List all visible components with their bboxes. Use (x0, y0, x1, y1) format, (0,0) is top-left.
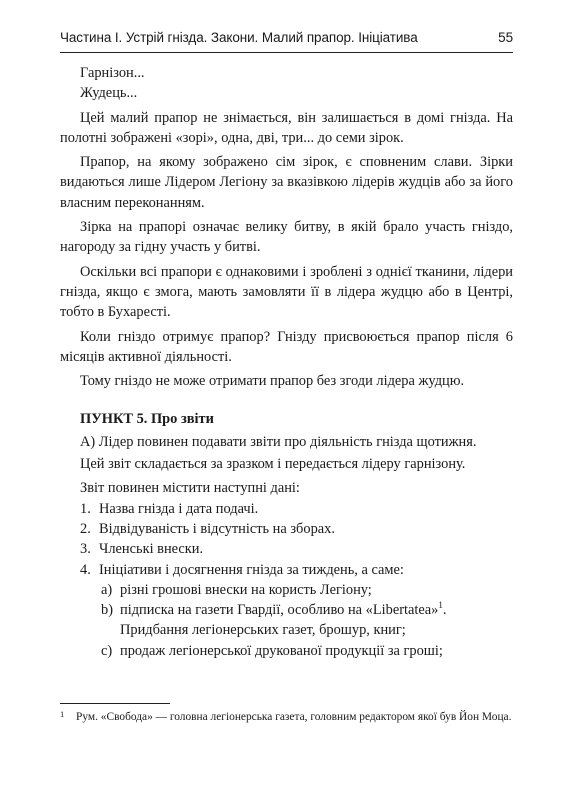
sub-list-letter: а) (101, 581, 113, 598)
footnote-text: Рум. «Свобода» — головна легіонерська газета, головним редактором якої був Йон Моца. (76, 711, 512, 723)
sub-list-item (60, 600, 513, 641)
report-subitems-list (60, 580, 513, 661)
sub-list-item (60, 580, 513, 600)
header-rule (60, 52, 513, 53)
list-number: 1. (80, 500, 91, 517)
sub-list-letter: с) (101, 642, 113, 659)
footnote (60, 709, 513, 725)
paragraph: Прапор, на якому зображено сім зірок, є сповненим слави. Зірки видаються лише Лідером Легіону за вказівкою лідерів жудців або за його власним переконанням. (60, 154, 513, 211)
sub-list-letter: b) (101, 602, 113, 619)
report-items-list (60, 499, 513, 580)
sub-list-text: різні грошові внески на користь Легіону; (120, 581, 372, 598)
paragraph: Цей малий прапор не знімається, він залишається в домі гнізда. На полотні зображені «зорі», одна, дві, три... до семи зірок. (60, 109, 513, 146)
paragraph: Зірка на прапорі означає велику битву, в якій брало участь гніздо, нагороду за гідну участь у битві. (60, 219, 513, 256)
list-item (60, 560, 513, 580)
running-title: Частина І. Устрій гнізда. Закони. Малий прапор. Ініціатива (60, 30, 418, 45)
paragraph: Оскільки всі прапори є однаковими і зроблені з однієї тканини, лідери гнізда, якщо є змога, мають замовляти її в лідера жудцю або в Центрі, тобто в Бухаресті. (60, 263, 513, 321)
list-number: 2. (80, 520, 91, 537)
section-heading: ПУНКТ 5. Про звіти (80, 411, 214, 428)
paragraph: Тому гніздо не може отримати прапор без згоди лідера жудцю. (80, 373, 465, 390)
page-number: 55 (498, 30, 513, 45)
list-text: Відвідуваність і відсутність на зборах. (99, 520, 335, 537)
list-item (60, 519, 513, 539)
footnote-reference: 1 (438, 600, 443, 611)
list-text: Назва гнізда і дата подачі. (99, 500, 259, 517)
sub-list-text-continued: . Придбання легіонерських газет, брошур, книг; (120, 602, 447, 639)
list-item (60, 499, 513, 519)
paragraph: Гарнізон... (80, 65, 145, 81)
section-item-a: А) Лідер повинен подавати звіти про діяльність гнізда щотижня. (80, 433, 477, 450)
paragraph: Цей звіт складається за зразком і передається лідеру гарнізону. (80, 456, 466, 473)
page-body (60, 63, 513, 661)
list-text: Ініціативи і досягнення гнізда за тиждень, а саме: (99, 561, 404, 578)
list-number: 4. (80, 561, 91, 578)
sub-list-item (60, 641, 513, 661)
paragraph: Звіт повинен містити наступні дані: (80, 480, 300, 497)
list-text: Членські внески. (99, 541, 204, 558)
footnote-mark: 1 (60, 709, 65, 719)
footnote-rule (60, 703, 170, 704)
list-number: 3. (80, 541, 91, 558)
paragraph: Жудець... (80, 85, 138, 102)
paragraph: Коли гніздо отримує прапор? Гнізду присвоюється прапор після 6 місяців активної діяльності. (60, 328, 513, 365)
list-item (60, 539, 513, 559)
sub-list-text: підписка на газети Гвардії, особливо на «Libertatea» (120, 602, 439, 619)
sub-list-text: продаж легіонерської друкованої продукції за гроші; (120, 642, 443, 659)
